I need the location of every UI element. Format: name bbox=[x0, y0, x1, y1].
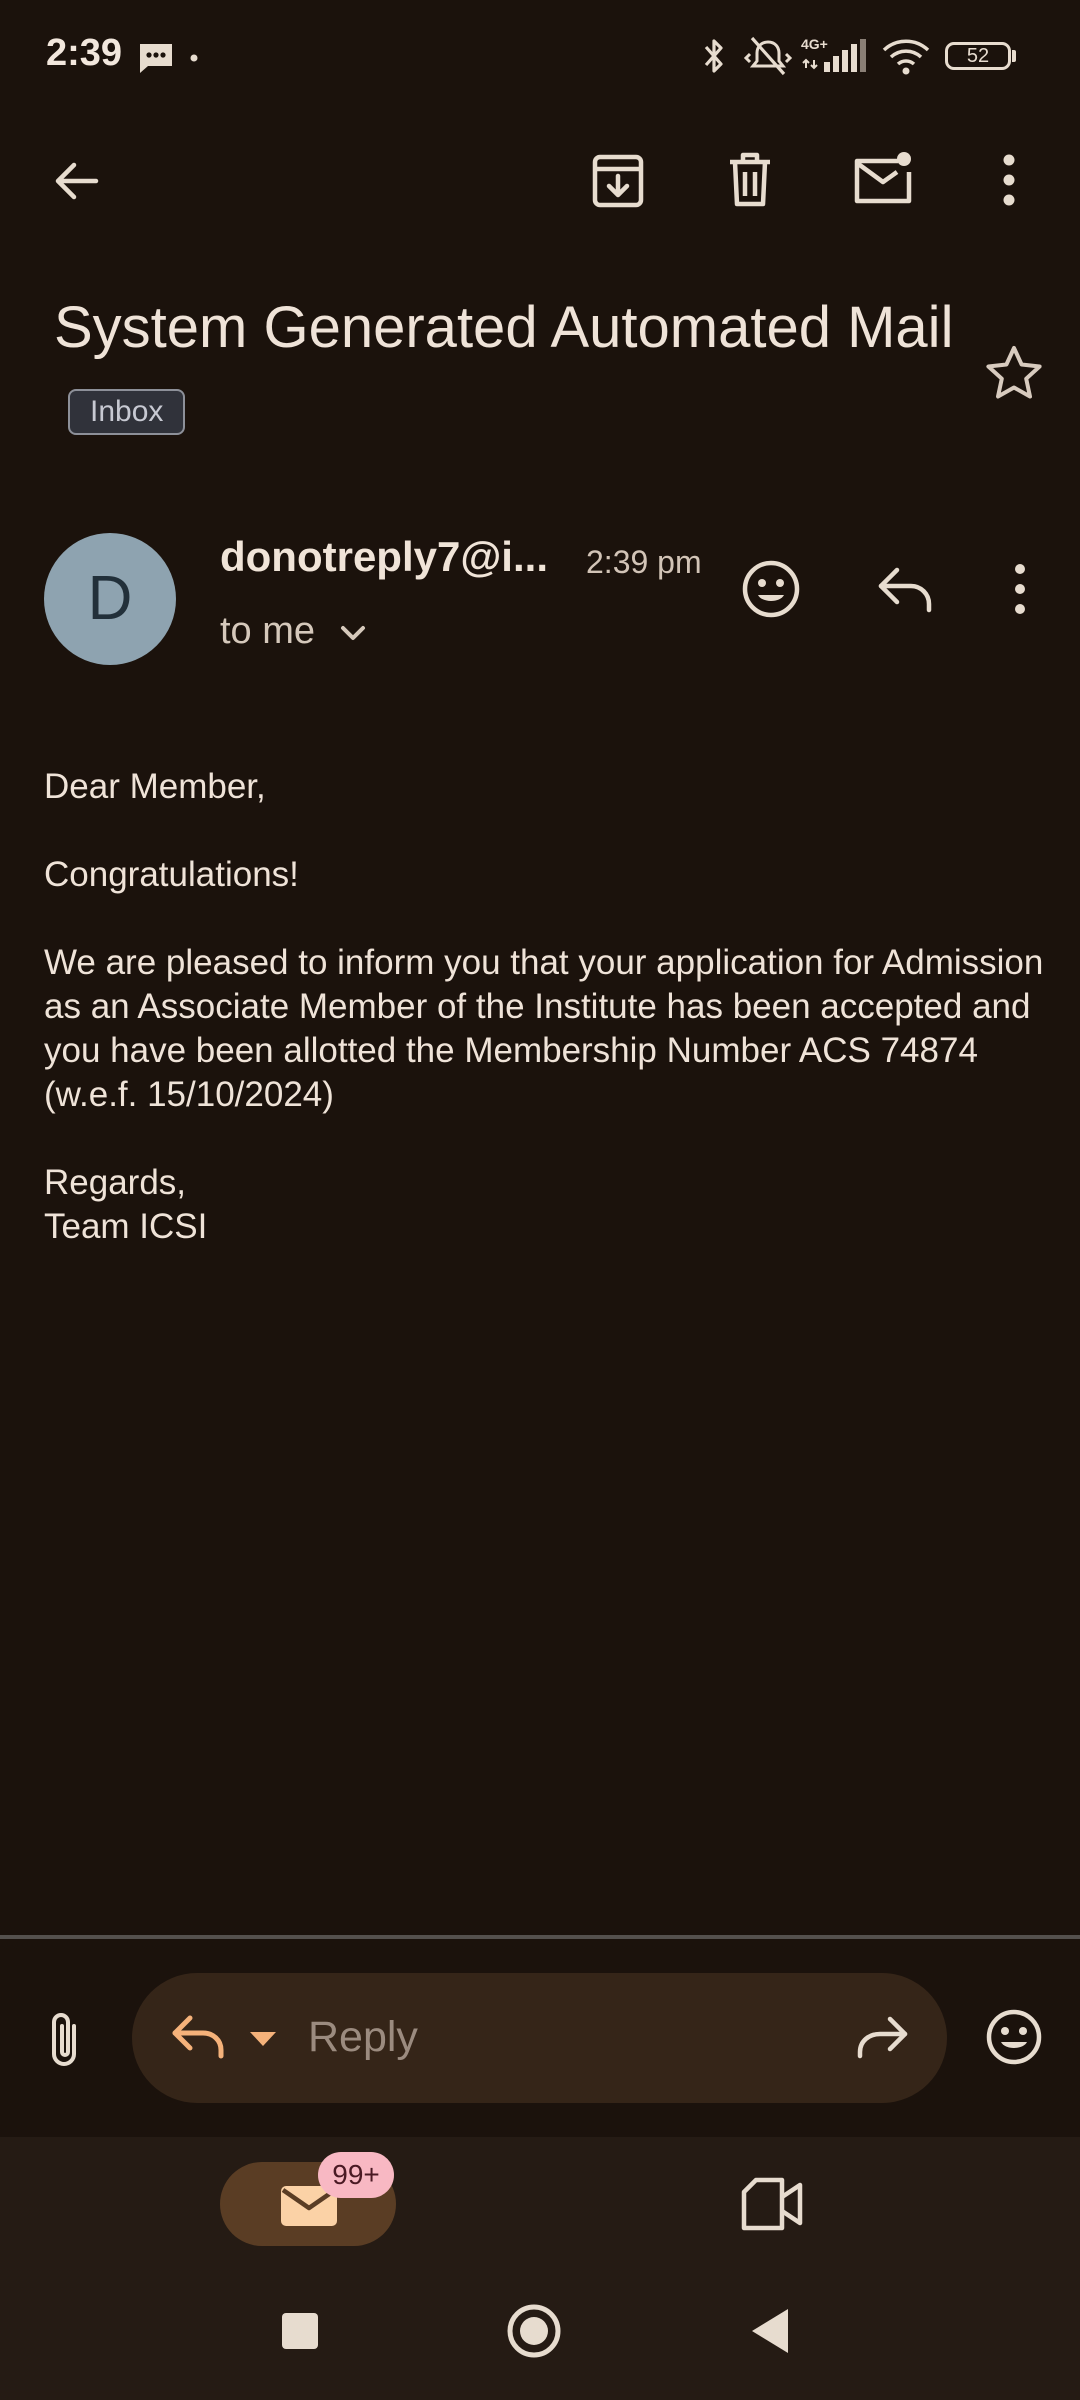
bottom-navigation bbox=[0, 2137, 1080, 2400]
battery-indicator: 52 bbox=[945, 42, 1011, 70]
system-back-icon[interactable] bbox=[748, 2306, 792, 2356]
archive-icon[interactable] bbox=[590, 151, 646, 211]
star-icon[interactable] bbox=[984, 344, 1044, 402]
reply-mode-icon[interactable] bbox=[170, 2012, 228, 2062]
subject-text: System Generated Automated Mail bbox=[54, 295, 954, 360]
message-notification-icon bbox=[136, 40, 176, 76]
body-closing: Regards, bbox=[44, 1163, 187, 1202]
body-signature: Team ICSI bbox=[44, 1207, 208, 1246]
mark-unread-icon[interactable] bbox=[852, 150, 916, 206]
email-subject bbox=[54, 285, 954, 457]
body-paragraph: We are pleased to inform you that your application for Admission as an Associate Member of the Institute has been accepted and you have been allotted the Membership Number ACS 74874 (w.e.f. 15/10/2024) bbox=[44, 943, 1044, 1114]
sender-more-icon[interactable] bbox=[1006, 560, 1034, 618]
back-arrow-icon[interactable] bbox=[48, 153, 104, 209]
body-greeting: Dear Member, bbox=[44, 767, 266, 806]
recipient-label[interactable]: to me bbox=[220, 610, 316, 652]
cell-signal-icon bbox=[802, 38, 874, 74]
forward-icon[interactable] bbox=[854, 2014, 910, 2060]
status-bar bbox=[0, 0, 1080, 110]
silent-mode-icon bbox=[744, 34, 792, 78]
home-icon[interactable] bbox=[506, 2303, 562, 2359]
reply-icon[interactable] bbox=[875, 562, 935, 614]
emoji-reaction-icon[interactable] bbox=[740, 558, 802, 620]
email-body bbox=[44, 765, 1044, 1249]
trash-icon[interactable] bbox=[726, 150, 774, 210]
reply-divider bbox=[0, 1935, 1080, 1939]
wifi-icon bbox=[882, 38, 930, 76]
bluetooth-icon bbox=[700, 36, 728, 76]
sender-avatar[interactable]: D bbox=[44, 533, 176, 665]
sender-name[interactable]: donotreply7@i... bbox=[220, 533, 548, 580]
mail-unread-badge: 99+ bbox=[318, 2152, 394, 2198]
inbox-label-chip[interactable]: Inbox bbox=[68, 389, 185, 435]
body-congratulations: Congratulations! bbox=[44, 855, 299, 894]
notification-dot-icon bbox=[189, 53, 199, 63]
network-type: 4G+ bbox=[801, 36, 828, 52]
sent-time: 2:39 pm bbox=[586, 544, 702, 580]
emoji-icon[interactable] bbox=[984, 2006, 1044, 2068]
battery-tip bbox=[1012, 50, 1016, 62]
chevron-down-icon[interactable] bbox=[338, 620, 368, 646]
reply-placeholder[interactable]: Reply bbox=[308, 2013, 418, 2061]
recent-apps-icon[interactable] bbox=[280, 2311, 320, 2351]
meet-video-icon[interactable] bbox=[740, 2176, 806, 2232]
status-time: 2:39 bbox=[46, 32, 123, 74]
reply-mode-dropdown-icon[interactable] bbox=[248, 2030, 278, 2048]
more-options-icon[interactable] bbox=[994, 150, 1024, 210]
attachment-icon[interactable] bbox=[44, 2008, 84, 2072]
